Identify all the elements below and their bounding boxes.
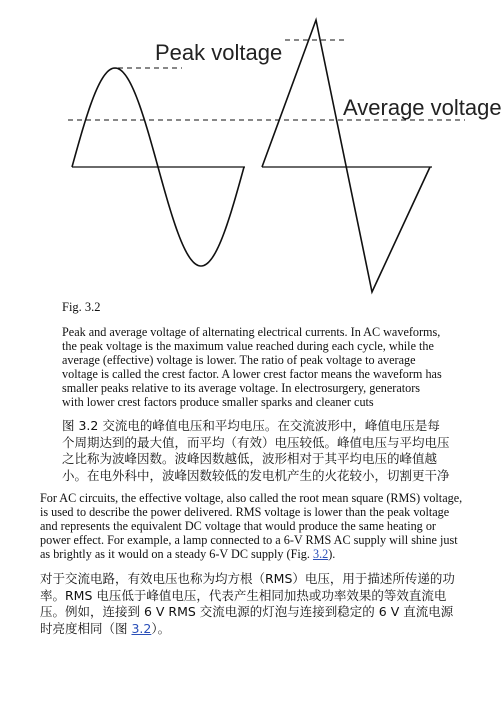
peak-voltage-label: Peak voltage — [155, 40, 283, 65]
paragraph-english-tail: ). — [328, 547, 336, 561]
paragraph-english-text: For AC circuits, the effective voltage, also called the root mean square (RMS) voltage, is used to describe the power delivered. RMS voltage is lower than the peak voltage and represents the equivalent DC voltage that would produce the same heating or power effect. For example, a lamp connected to a 6-V RMS AC supply will shine just as brightly as it would on a steady 6-V DC supply (Fig. — [40, 491, 463, 561]
waveform-figure — [0, 0, 500, 300]
caption-english: Peak and average voltage of alternating electrical currents. In AC waveforms, the peak voltage is the maximum value reached during each cycle, while the average (effective) voltage is lower. The ratio of peak voltage to average voltage is called the crest factor. A lower crest factor means the waveform has smaller peaks relative to its average voltage. In electrosurgery, generators with lower crest factors produce smaller sparks and cleaner cuts — [62, 325, 442, 409]
paragraph-chinese-tail: ）。 — [151, 620, 171, 636]
figure-link[interactable]: 3.2 — [312, 547, 329, 561]
figure-link-zh[interactable]: 3.2 — [131, 620, 152, 636]
triangle-wave — [262, 20, 430, 292]
paragraph-english — [40, 491, 465, 561]
average-voltage-label: Average voltage — [343, 95, 502, 120]
paragraph-chinese-text: 对于交流电路，有效电压也称为均方根（RMS）电压，用于描述所传递的功率。RMS 电压低于峰值电压，代表产生相同加热或功率效果的等效直流电压。例如，连接到 6 V RMS 交流电源的灯泡与连接到稳定的 6 V 直流电源时亮度相同（图 — [40, 571, 455, 636]
paragraph-chinese — [40, 571, 465, 637]
figure-number: Fig. 3.2 — [62, 300, 101, 314]
caption-chinese: 图 3.2 交流电的峰值电压和平均电压。在交流波形中，峰值电压是每个周期达到的最大值，而平均（有效）电压较低。峰值电压与平均电压之比称为波峰因数。波峰因数越低，波形相对于其平均电压的峰值越小。在电外科中，波峰因数较低的发电机产生的火花较小，切割更干净 — [62, 418, 450, 483]
